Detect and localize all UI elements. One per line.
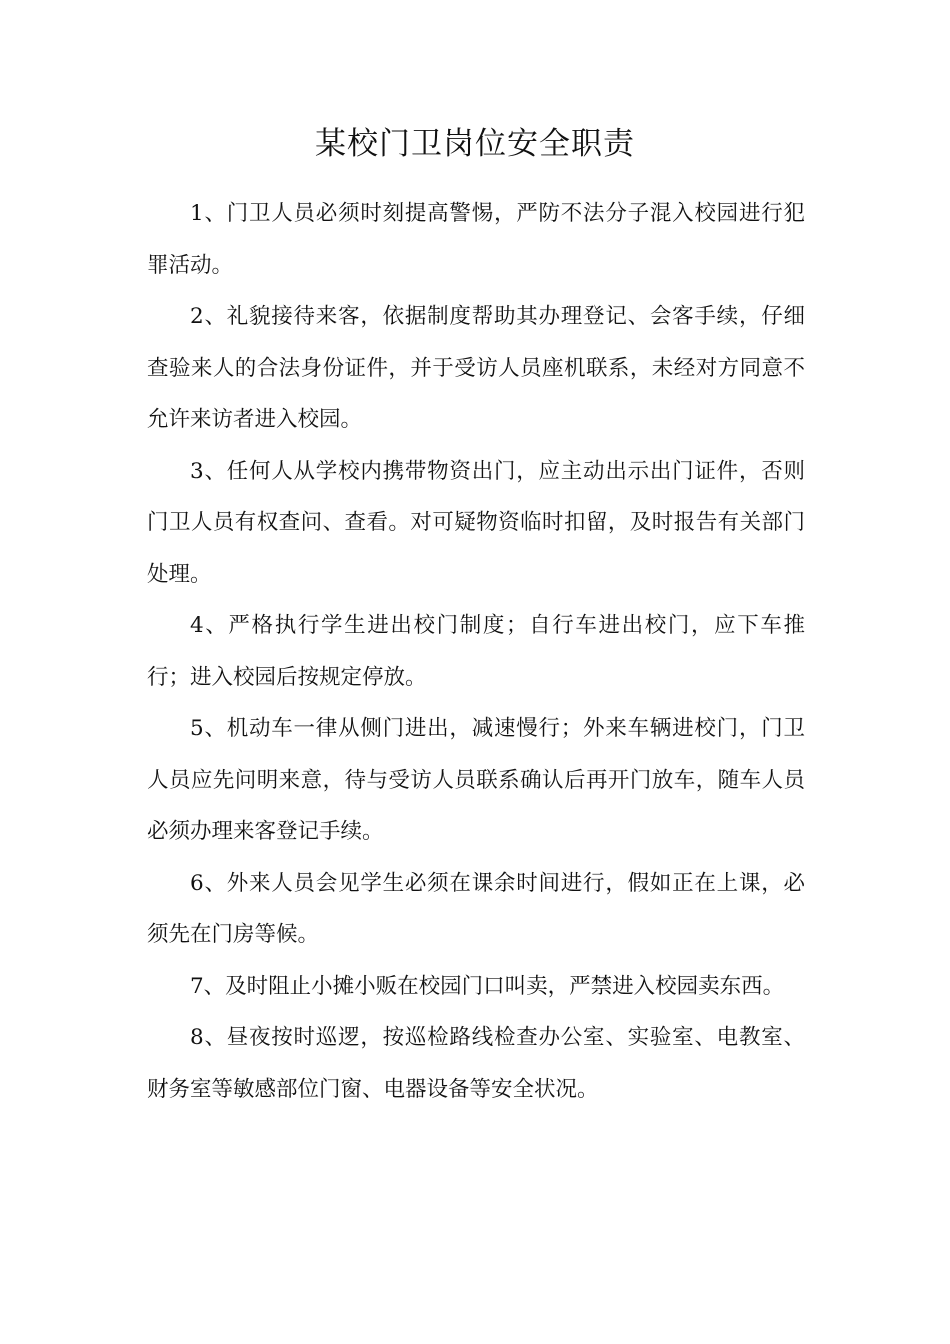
duty-item-2: 2、礼貌接待来客，依据制度帮助其办理登记、会客手续，仔细查验来人的合法身份证件，并于受访人员座机联系，未经对方同意不允许来访者进入校园。 [147, 304, 805, 432]
duty-item-4: 4、严格执行学生进出校门制度；自行车进出校门，应下车推行；进入校园后按规定停放。 [147, 613, 805, 690]
duty-item-3: 3、任何人从学校内携带物资出门，应主动出示出门证件，否则门卫人员有权查问、查看。对可疑物资临时扣留，及时报告有关部门处理。 [147, 458, 805, 587]
duty-item-8: 8、昼夜按时巡逻，按巡检路线检查办公室、实验室、电教室、财务室等敏感部位门窗、电器设备等安全状况。 [147, 1025, 805, 1102]
duty-item-7: 7、及时阻止小摊小贩在校园门口叫卖，严禁进入校园卖东西。 [190, 973, 785, 999]
document-title: 某校门卫岗位安全职责 [315, 126, 635, 162]
duty-item-5: 5、机动车一律从侧门进出，减速慢行；外来车辆进校门，门卫人员应先问明来意，待与受访人员联系确认后再开门放车，随车人员必须办理来客登记手续。 [147, 716, 805, 844]
duty-item-1: 1、门卫人员必须时刻提高警惕，严防不法分子混入校园进行犯罪活动。 [147, 201, 805, 278]
duty-item-6: 6、外来人员会见学生必须在课余时间进行，假如正在上课，必须先在门房等候。 [147, 870, 805, 947]
document-body [147, 188, 805, 1115]
